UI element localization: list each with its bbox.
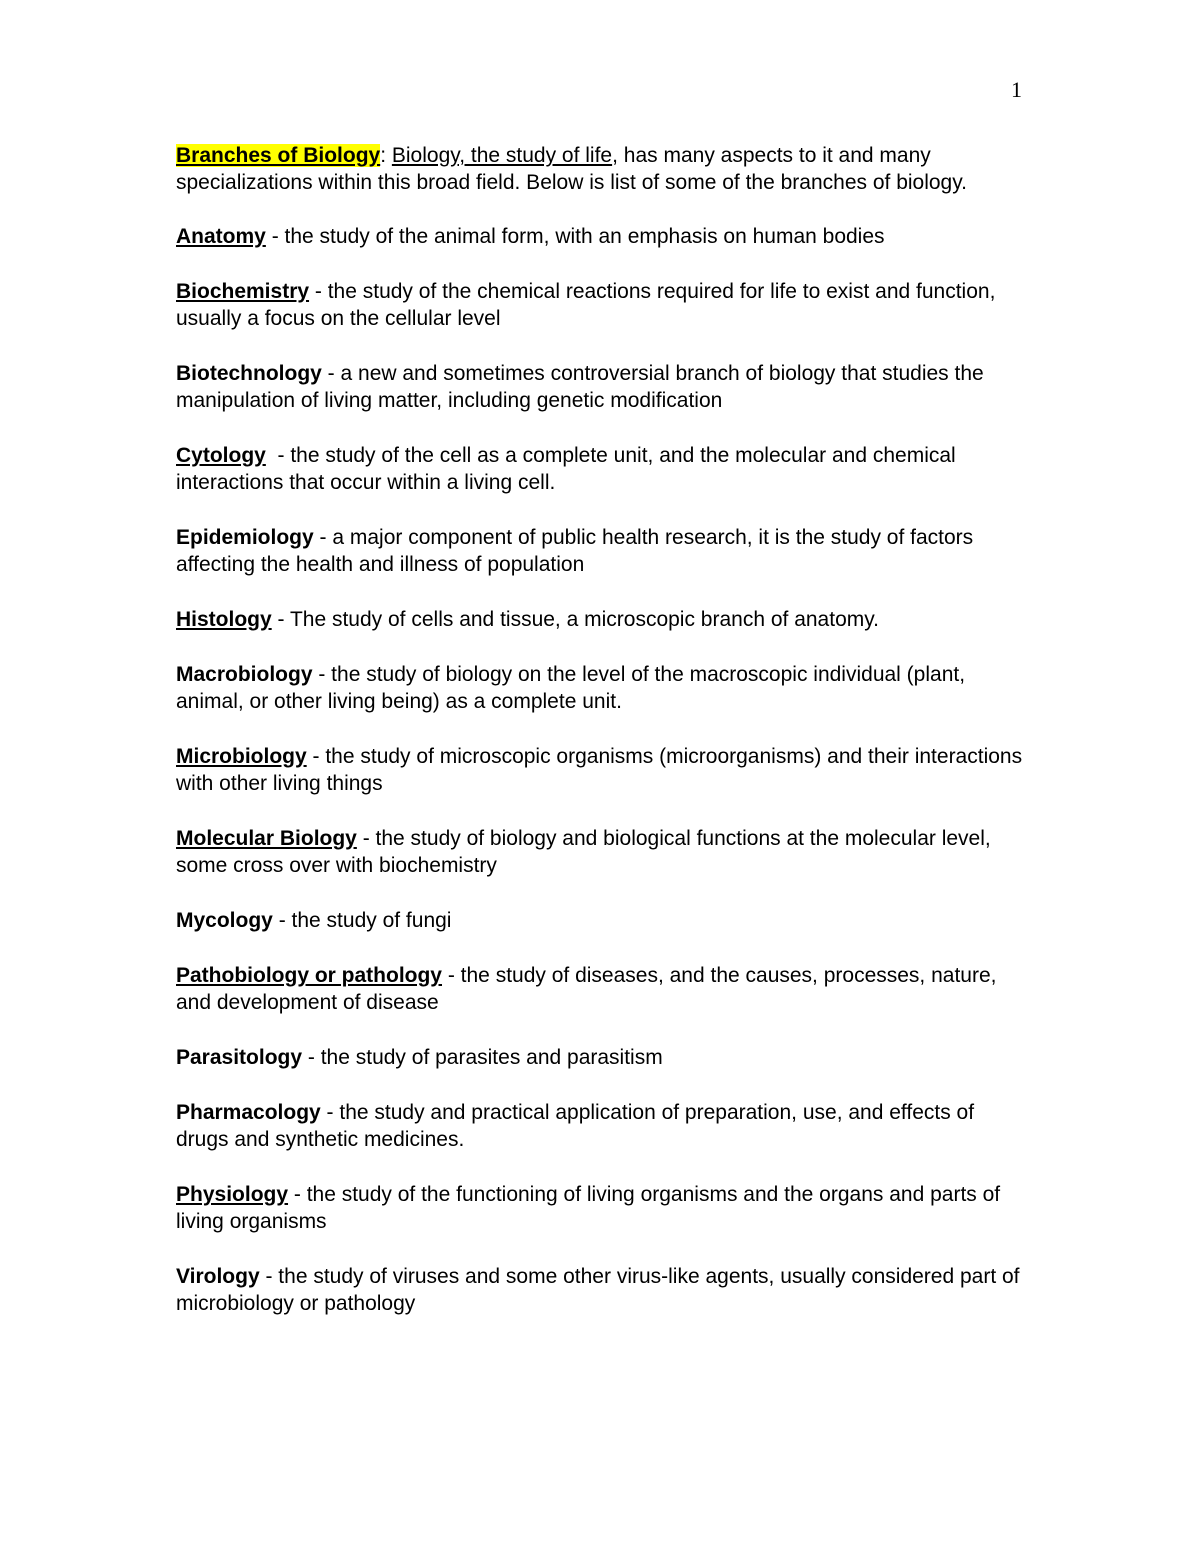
entry-description: - the study of fungi xyxy=(272,909,452,932)
entry-term: Pharmacology xyxy=(176,1101,321,1124)
entry-description: - a new and sometimes controversial branch of biology that studies the manipulation of living matter, including genetic modification xyxy=(176,362,984,412)
entry-description: - the study of the functioning of living organisms and the organs and parts of living organisms xyxy=(176,1183,1001,1233)
entry-description: - the study of microscopic organisms (microorganisms) and their interactions with other living things xyxy=(176,745,1023,795)
entry-pathobiology xyxy=(176,962,1026,1016)
biology-definition: Biology, the study of life xyxy=(391,144,613,167)
entry-term: Pathobiology or pathology xyxy=(176,964,442,987)
entry-description: - a major component of public health research, it is the study of factors affecting the health and illness of population xyxy=(176,526,974,576)
entry-macrobiology xyxy=(176,661,1026,715)
entry-description: - the study of parasites and parasitism xyxy=(302,1046,663,1069)
entry-description: - the study of diseases, and the causes, processes, nature, and development of disease xyxy=(176,964,997,1014)
entry-description: - the study of biology and biological functions at the molecular level, some cross over with biochemistry xyxy=(176,827,991,877)
entry-term: Anatomy xyxy=(176,225,266,248)
entry-microbiology xyxy=(176,743,1026,797)
entry-anatomy xyxy=(176,223,1026,250)
intro-paragraph xyxy=(176,142,1026,196)
entry-term: Molecular Biology xyxy=(176,827,357,850)
entry-biochemistry xyxy=(176,278,1026,332)
entry-term: Microbiology xyxy=(176,745,307,768)
entry-mycology xyxy=(176,907,1026,934)
entry-biotechnology xyxy=(176,360,1026,414)
page-number: 1 xyxy=(1011,77,1022,102)
entry-term: Virology xyxy=(176,1265,260,1288)
entry-term: Biochemistry xyxy=(176,280,310,303)
entry-pharmacology xyxy=(176,1099,1026,1153)
entry-description: - the study and practical application of preparation, use, and effects of drugs and synthetic medicines. xyxy=(176,1101,975,1151)
entry-description: - the study of biology on the level of the macroscopic individual (plant, animal, or other living being) as a complete unit. xyxy=(176,663,966,713)
entry-term: Histology xyxy=(176,608,272,631)
entry-term: Macrobiology xyxy=(176,663,313,686)
entry-description: - the study of the chemical reactions required for life to exist and function, usually a focus on the cellular level xyxy=(176,280,996,330)
entry-parasitology xyxy=(176,1044,1026,1071)
heading-colon: : xyxy=(380,144,392,167)
entry-term: Mycology xyxy=(176,909,273,932)
entry-physiology xyxy=(176,1181,1026,1235)
entry-description: - The study of cells and tissue, a microscopic branch of anatomy. xyxy=(271,608,880,631)
entry-description: - the study of the cell as a complete unit, and the molecular and chemical interactions that occur within a living cell. xyxy=(176,444,962,494)
entry-epidemiology xyxy=(176,524,1026,578)
entry-term: Cytology xyxy=(176,444,266,467)
document-body xyxy=(176,142,1026,1345)
entry-term: Parasitology xyxy=(176,1046,303,1069)
entry-histology xyxy=(176,606,1026,633)
document-heading: Branches of Biology xyxy=(176,144,381,167)
entry-term: Physiology xyxy=(176,1183,289,1206)
entry-description: - the study of viruses and some other virus-like agents, usually considered part of microbiology or pathology xyxy=(176,1265,1020,1315)
intro-text: , has many aspects to it and many specializations within this broad field. Below is list of some of the branches of biology. xyxy=(176,144,968,194)
entry-cytology xyxy=(176,442,1026,496)
entry-term: Biotechnology xyxy=(176,362,322,385)
entry-term: Epidemiology xyxy=(176,526,314,549)
entry-virology xyxy=(176,1263,1026,1317)
entry-molecular-biology xyxy=(176,825,1026,879)
entry-description: - the study of the animal form, with an emphasis on human bodies xyxy=(265,225,885,248)
